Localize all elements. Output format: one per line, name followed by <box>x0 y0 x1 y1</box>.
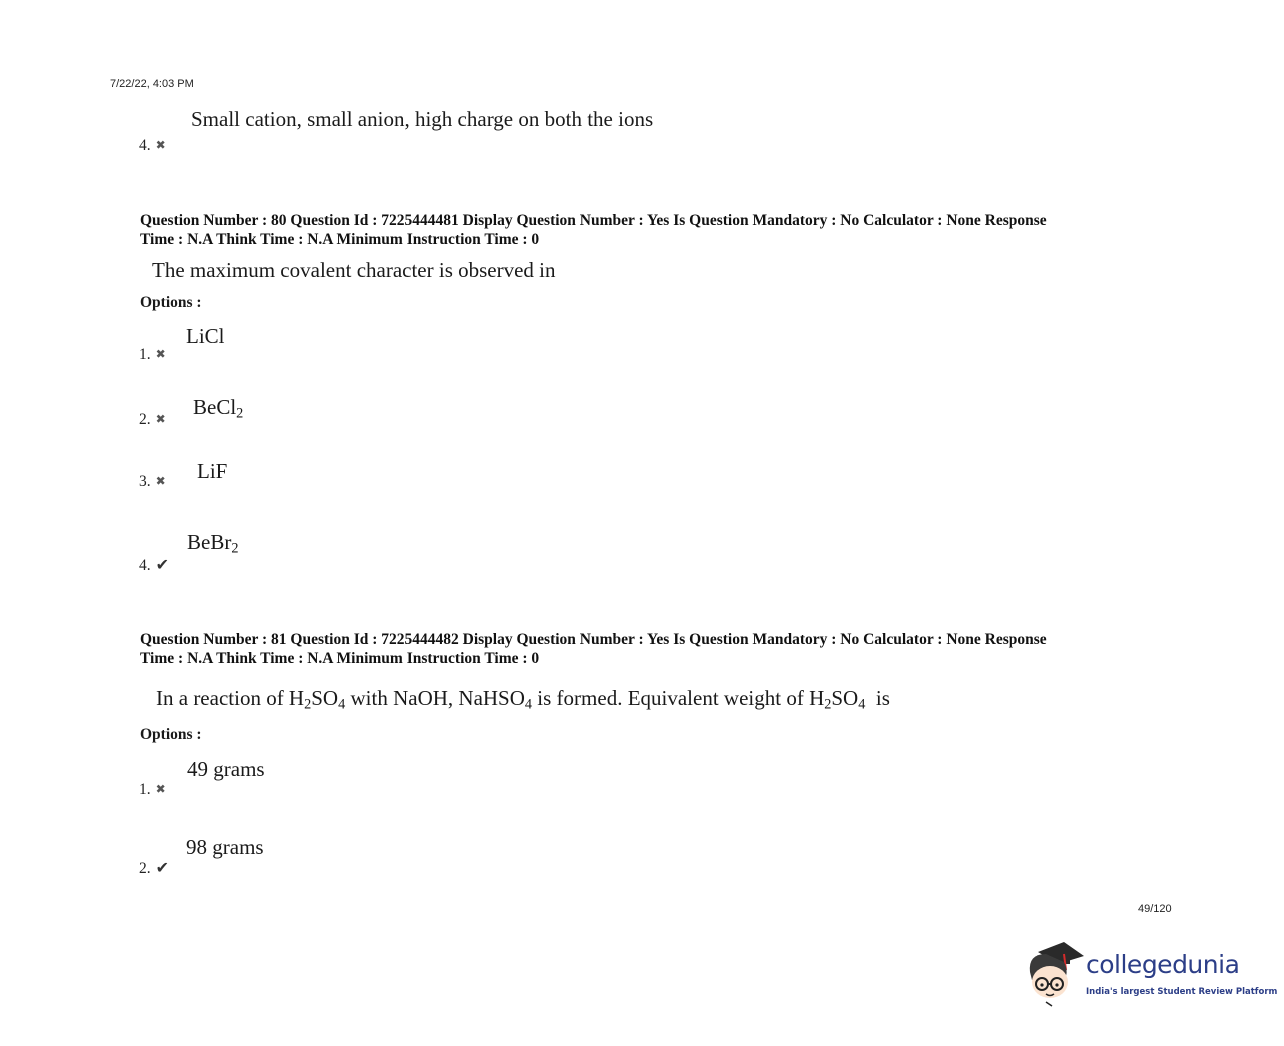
option-number-row <box>139 781 166 799</box>
meta-line-1: Question Number : 80 Question Id : 7225444481 Display Question Number : Yes Is Question Mandatory : No Calculator : None Response <box>140 212 1047 229</box>
option-text: LiF <box>197 459 228 483</box>
question-81-meta <box>140 630 1170 668</box>
text-part: In a reaction of H <box>156 686 305 710</box>
formula-subscript: 2 <box>231 540 239 557</box>
question-80-text: The maximum covalent character is observed in <box>152 258 556 282</box>
cross-icon: ✖ <box>155 474 166 488</box>
formula-main: BeCl <box>193 395 237 419</box>
formula-subscript: 4 <box>524 696 533 713</box>
formula-subscript: 2 <box>236 405 244 422</box>
text-part: SO <box>311 686 339 710</box>
mascot-icon <box>1024 940 1086 1010</box>
option-number-row <box>139 411 166 429</box>
previous-option-text: Small cation, small anion, high charge on both the ions <box>191 107 654 131</box>
cross-icon: ✖ <box>155 138 166 152</box>
meta-line-1: Question Number : 81 Question Id : 7225444482 Display Question Number : Yes Is Question Mandatory : No Calculator : None Response <box>140 631 1047 648</box>
check-icon: ✔ <box>155 557 170 574</box>
cross-icon: ✖ <box>155 347 166 361</box>
option-number: 1. <box>139 346 151 363</box>
option-number-row <box>139 858 169 878</box>
text-part: SO <box>831 686 859 710</box>
text-part: is formed. Equivalent weight of H <box>532 686 825 710</box>
formula-subscript: 4 <box>858 696 866 713</box>
question-80-meta <box>140 211 1170 249</box>
page-number: 49/120 <box>1138 903 1172 915</box>
option-number-row <box>139 473 166 491</box>
formula-subscript: 2 <box>304 696 312 713</box>
logo-wordmark: collegedunia <box>1086 950 1240 979</box>
option-text: 98 grams <box>186 835 264 859</box>
formula-subscript: 2 <box>824 696 832 713</box>
cross-icon: ✖ <box>155 412 166 426</box>
cross-icon: ✖ <box>155 782 166 796</box>
option-text <box>187 530 238 558</box>
option-number: 2. <box>139 411 151 428</box>
check-icon: ✔ <box>155 860 170 877</box>
option-number-row <box>139 346 166 364</box>
options-label: Options : <box>140 726 202 743</box>
options-label: Options : <box>140 294 202 311</box>
text-part: is <box>865 686 890 710</box>
meta-line-2: Time : N.A Think Time : N.A Minimum Instruction Time : 0 <box>140 650 540 667</box>
previous-option-number <box>139 137 166 155</box>
question-81-text <box>156 686 890 714</box>
print-timestamp: 7/22/22, 4:03 PM <box>110 78 194 90</box>
option-number: 4. <box>139 557 151 574</box>
option-number-row <box>139 555 169 575</box>
option-number: 4. <box>139 137 151 154</box>
option-text: LiCl <box>186 324 225 348</box>
logo-tagline: India's largest Student Review Platform <box>1086 987 1278 997</box>
text-part: with NaOH, NaHSO <box>345 686 525 710</box>
option-text: 49 grams <box>187 757 265 781</box>
option-number: 1. <box>139 781 151 798</box>
collegedunia-logo <box>1024 940 1278 1010</box>
option-number: 2. <box>139 860 151 877</box>
formula-main: BeBr <box>187 530 232 554</box>
meta-line-2: Time : N.A Think Time : N.A Minimum Instruction Time : 0 <box>140 231 540 248</box>
option-number: 3. <box>139 473 151 490</box>
formula-subscript: 4 <box>338 696 346 713</box>
option-text <box>193 395 243 423</box>
